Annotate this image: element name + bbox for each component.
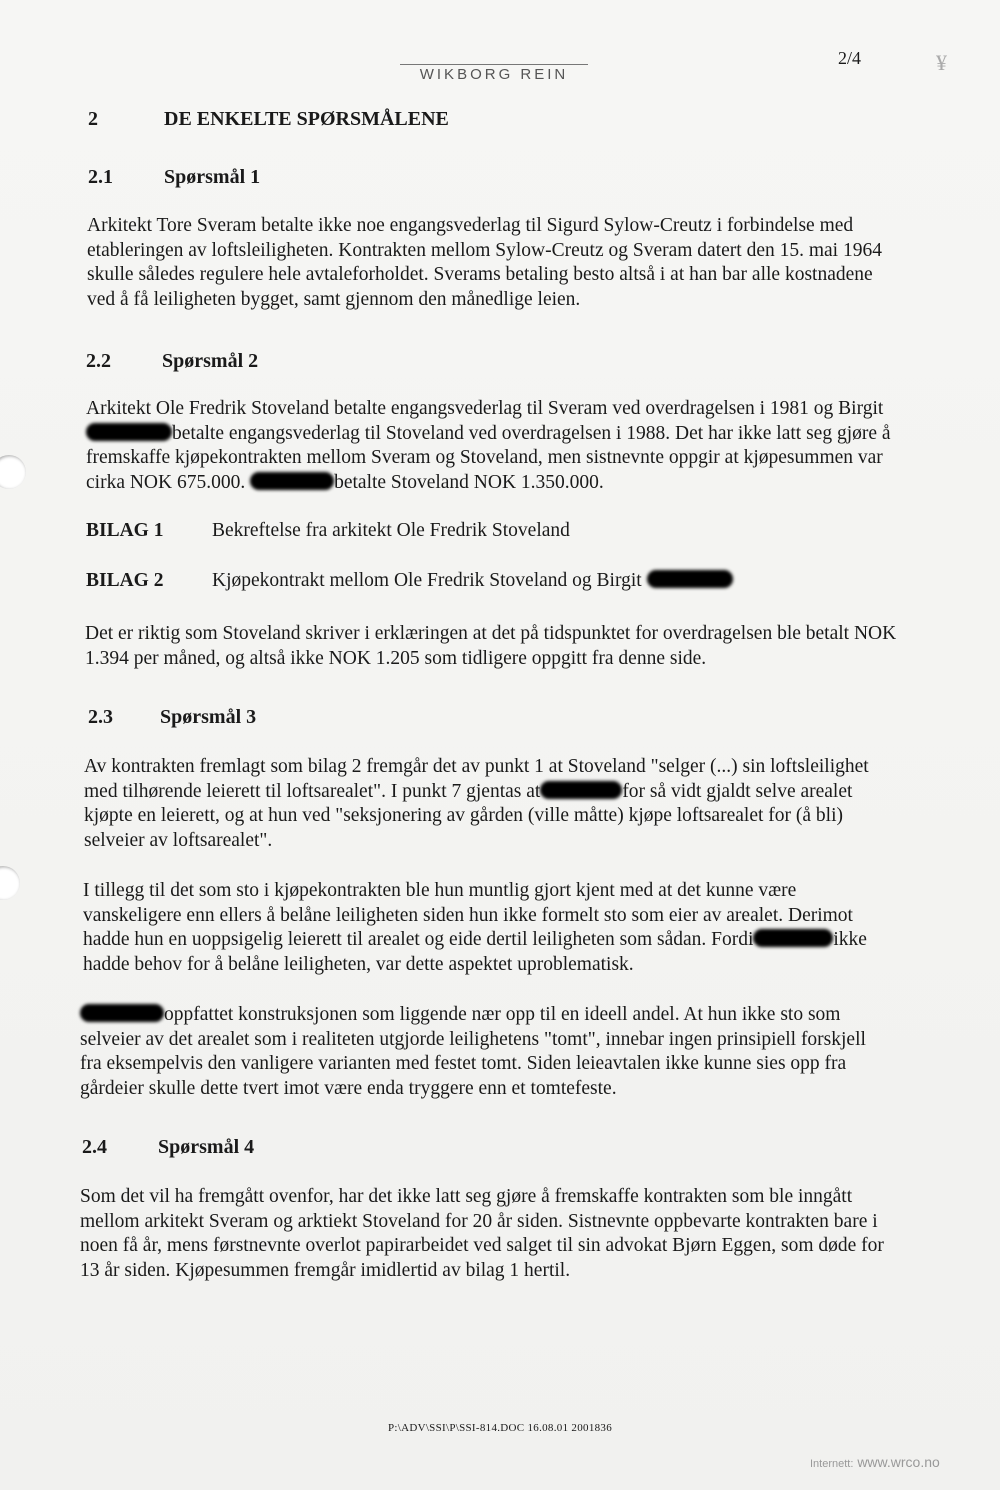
- punch-hole: [0, 866, 20, 900]
- section-heading: [88, 108, 449, 131]
- page-number: 2/4: [838, 48, 862, 68]
- redaction: [540, 781, 622, 799]
- redaction: [753, 929, 833, 947]
- redaction: [647, 570, 733, 588]
- question-number: 2.1: [88, 166, 113, 188]
- question-1-heading: [88, 166, 260, 189]
- punch-hole: [0, 455, 26, 489]
- redaction: [86, 423, 172, 441]
- section-number: 2: [88, 108, 98, 130]
- section-title: DE ENKELTE SPØRSMÅLENE: [164, 108, 449, 130]
- bilag-label: BILAG 2: [86, 570, 164, 591]
- handwritten-mark: ¥: [936, 50, 947, 75]
- question-4-paragraph: Som det vil ha fremgått ovenfor, har det ikke latt seg gjøre å fremskaffe kontrakten som ble inngått mellom arkitekt Sveram og arktiekt Stoveland for 20 år siden. Sistnevnte oppbevarte kontrakten bare i noen få år, mens førstnevnte overlot papirarbeidet ved salget til sin advokat Bjørn Eggen, som døde for 13 år siden. Kjøpesummen fremgår imidlertid av bilag 1 hertil.: [80, 1186, 884, 1281]
- question-1-paragraph: Arkitekt Tore Sveram betalte ikke noe engangsvederlag til Sigurd Sylow-Creutz i forbindelse med etableringen av loftsleiligheten. Kontrakten mellom Sylow-Creutz og Sveram datert den 15. mai 1964 skulle således regulere hele avtaleforholdet. Sverams betaling besto altså i at han bar alle kostnadene ved å få leiligheten bygget, samt gjennom den månedlige leien.: [87, 215, 882, 310]
- redaction: [80, 1004, 164, 1022]
- question-4-heading: [82, 1136, 254, 1159]
- question-3-paragraph-1: Av kontrakten fremlagt som bilag 2 fremgår det av punkt 1 at Stoveland "selger (...) sin loftsleilighet med tilhørende leierett til loftsarealet". I punkt 7 gjentas at for så vidt gjaldt selve arealet kjøpte en leierett, og at hun ved "seksjonering av gården (ville måtte) kjøpe loftsarealet for (å bli) selveier av loftsarealet".: [84, 756, 869, 851]
- website-watermark: Internett: www.wrco.no: [810, 1454, 940, 1470]
- document-footer: P:\ADV\SSI\P\SSI-814.DOC 16.08.01 2001836: [387, 1422, 613, 1434]
- question-2-paragraph: Arkitekt Ole Fredrik Stoveland betalte engangsvederlag til Sveram ved overdragelsen i 1981 og Birgitbetalte engangsvederlag til Stoveland ved overdragelsen i 1988. Det har ikke latt seg gjøre å fremskaffe kjøpekontrakten mellom Sveram og Stoveland, men sistnevnte oppgir at kjøpesummen var cirka NOK 675.000. betalte Stoveland NOK 1.350.000.: [86, 398, 891, 493]
- question-title: Spørsmål 2: [162, 350, 259, 372]
- question-number: 2.4: [82, 1136, 107, 1158]
- question-title: Spørsmål 3: [160, 706, 257, 728]
- question-title: Spørsmål 1: [164, 166, 261, 188]
- question-number: 2.3: [88, 706, 113, 728]
- question-title: Spørsmål 4: [158, 1136, 255, 1158]
- bilag-text: Kjøpekontrakt mellom Ole Fredrik Stoveland og Birgit: [212, 570, 642, 591]
- bilag-1: [86, 520, 570, 542]
- question-3-paragraph-2: I tillegg til det som sto i kjøpekontrakten ble hun muntlig gjort kjent med at det kunne være vanskeligere enn ellers å belåne leiligheten siden hun ikke formelt sto som eier av arealet. Derimot hadde hun en uoppsigelig leierett til arealet og eide dertil leiligheten som sådan. Fordi ikke hadde behov for å belåne leiligheten, var dette aspektet uproblematisk.: [83, 880, 867, 975]
- redaction: [250, 472, 334, 490]
- bilag-2: [86, 570, 733, 592]
- question-3-heading: [88, 706, 256, 729]
- question-2-heading: [86, 350, 258, 373]
- firm-letterhead: WIKBORG REIN: [419, 66, 569, 83]
- header-rule: [400, 64, 588, 65]
- question-number: 2.2: [86, 350, 111, 372]
- question-3-paragraph-3: oppfattet konstruksjonen som liggende nær opp til en ideell andel. At hun ikke sto som selveier av det arealet som i realiteten utgjorde leilighetens "tomt", innebar ingen prinsipiell forskjell fra eksempelvis den vanligere varianten med festet tomt. Siden leieavtalen ikke kunne sies opp fra gårdeier skulle dette tvert imot være enda tryggere enn et tomtefeste.: [80, 1004, 866, 1099]
- bilag-text: Bekreftelse fra arkitekt Ole Fredrik Stoveland: [212, 520, 570, 541]
- bilag-label: BILAG 1: [86, 520, 164, 541]
- question-2-paragraph-2: Det er riktig som Stoveland skriver i erklæringen at det på tidspunktet for overdragelsen ble betalt NOK 1.394 per måned, og altså ikke NOK 1.205 som tidligere oppgitt fra denne side.: [85, 623, 897, 669]
